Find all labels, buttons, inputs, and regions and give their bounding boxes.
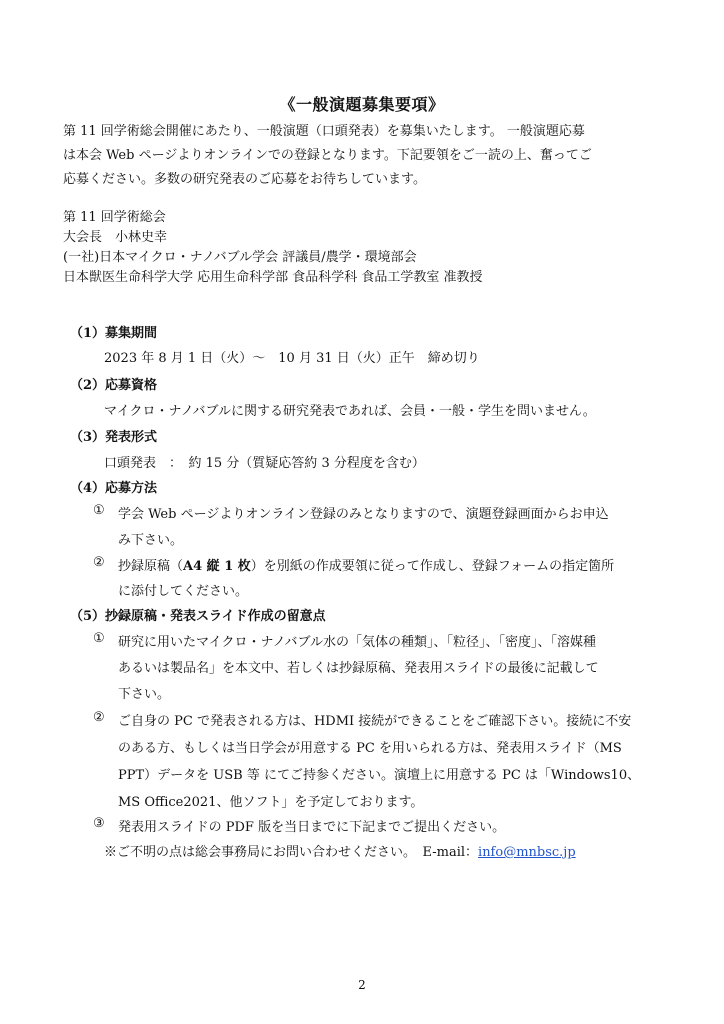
list-item-text xyxy=(118,555,614,574)
contact-note xyxy=(104,841,576,860)
section-heading-method: （4）応募方法 xyxy=(70,481,158,496)
text-span: ）を別紙の作成要領に従って作成し、登録フォームの指定箇所 xyxy=(250,559,615,574)
intro-line: 応募ください。多数の研究発表のご応募をお待ちしています。 xyxy=(63,172,426,187)
university-affiliation: 日本獣医生命科学大学 応用生命科学部 食品科学科 食品工学教室 准教授 xyxy=(63,270,483,285)
organizer-info xyxy=(63,208,683,288)
list-number: ① xyxy=(93,631,105,646)
list-item-text: 下さい。 xyxy=(118,687,171,702)
list-item-text: あるいは製品名」を本文中、若しくは抄録原稿、発表用スライドの最後に記載して xyxy=(118,661,599,676)
list-item-text: 学会 Web ページよりオンライン登録のみとなりますので、演題登録画面からお申込 xyxy=(118,507,609,522)
list-number: ③ xyxy=(93,816,105,831)
page-title: 《一般演題募集要項》 xyxy=(279,95,445,114)
list-number: ② xyxy=(93,710,105,725)
section-heading-period: （1）募集期間 xyxy=(70,326,158,341)
section-heading-eligibility: （2）応募資格 xyxy=(70,378,158,393)
section-body-period: 2023 年 8 月 1 日（火）～ 10 月 31 日（火）正午 締め切り xyxy=(104,351,480,366)
list-number: ② xyxy=(93,555,105,570)
list-item-text: PPT）データを USB 等 にてご持参ください。演壇上に用意する PC は「Windows10、 xyxy=(118,768,641,783)
intro-paragraph xyxy=(63,120,673,192)
section-heading-format: （3）発表形式 xyxy=(70,430,158,445)
list-item-text: 研究に用いたマイクロ・ナノバブル水の「気体の種類」、「粒径」、「密度」、「溶媒種 xyxy=(118,635,597,650)
page-number: 2 xyxy=(358,978,366,992)
list-item-text: ご自身の PC で発表される方は、HDMI 接続ができることをご確認下さい。接続に不安 xyxy=(118,714,632,729)
contact-note-text: ※ご不明の点は総会事務局にお問い合わせください。 E-mail： xyxy=(104,845,479,860)
president-name: 大会長 小林史幸 xyxy=(63,230,168,245)
society-affiliation: (一社)日本マイクロ・ナノバブル学会 評議員/農学・環境部会 xyxy=(63,250,417,265)
list-item-text: のある方、もしくは当日学会が用意する PC を用いられる方は、発表用スライド（MS xyxy=(118,741,622,756)
list-item-text: に添付してください。 xyxy=(118,584,249,599)
section-body-eligibility: マイクロ・ナノバブルに関する研究発表であれば、会員・一般・学生を問いません。 xyxy=(104,404,596,419)
intro-line: 第 11 回学術総会開催にあたり、一般演題（口頭発表）を募集いたします。 一般演題応募 xyxy=(63,124,585,139)
meeting-name: 第 11 回学術総会 xyxy=(63,210,166,225)
section-heading-notes: （5）抄録原稿・発表スライド作成の留意点 xyxy=(70,609,326,624)
section-body-format: 口頭発表 ： 約 15 分（質疑応答約 3 分程度を含む） xyxy=(104,456,425,471)
list-item-text: み下さい。 xyxy=(118,533,184,548)
text-span: 抄録原稿（ xyxy=(118,559,184,574)
emphasis-text: A4 縦 1 枚 xyxy=(183,559,251,574)
list-item-text: 発表用スライドの PDF 版を当日までに下記までご提出ください。 xyxy=(118,820,506,835)
list-number: ① xyxy=(93,503,105,518)
intro-line: は本会 Web ページよりオンラインでの登録となります。下記要領をご一読の上、奮ってご xyxy=(63,148,592,163)
list-item-text: MS Office2021、他ソフト」を予定しております。 xyxy=(118,795,424,810)
email-link[interactable]: info@mnbsc.jp xyxy=(478,845,576,860)
